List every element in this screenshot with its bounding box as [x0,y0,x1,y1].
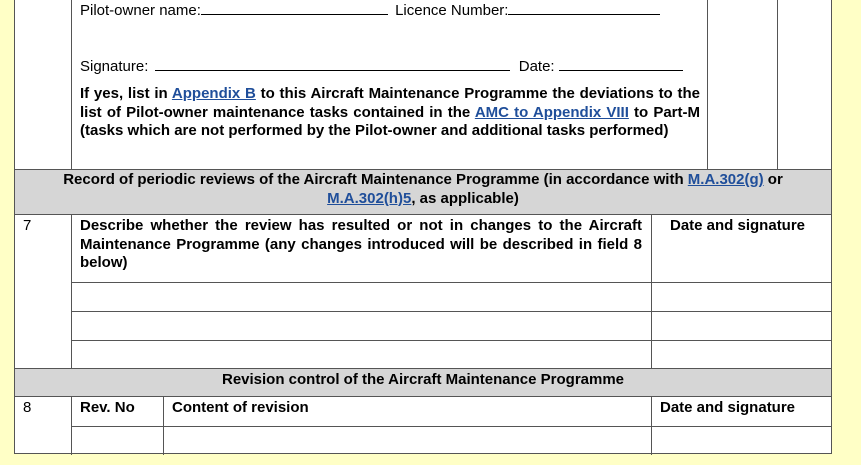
row-divider [15,368,831,369]
pilot-owner-name-field[interactable] [201,2,388,15]
ma302h5-link[interactable]: M.A.302(h)5 [327,189,412,207]
column-divider [707,0,708,169]
signature-row [80,58,683,75]
pilot-owner-label: Pilot-owner name: [80,2,201,19]
signature-label: Signature: [80,58,149,75]
date-label: Date: [518,58,555,75]
column-divider [777,0,778,169]
revision-control-header [15,368,831,396]
review-entry-row[interactable] [72,341,830,368]
pilot-owner-row [80,2,660,19]
header-text: Record of periodic reviews of the Aircraft Maintenance Programme (in accordance with [63,171,688,188]
periodic-review-header [15,169,831,214]
review-date-signature-header: Date and signature [670,217,806,234]
revision-date-signature-header: Date and signature [660,399,796,416]
header-text: or [763,171,783,188]
periodic-review-title [25,171,821,208]
review-description: Describe whether the review has resulted or not in changes to the Aircraft Maintenance Programme (any changes introduced will be described in field 8 below) [80,217,642,271]
date-field[interactable] [559,58,683,71]
content-of-revision-header: Content of revision [172,399,309,416]
form-sheet [14,0,832,454]
deviations-paragraph [80,85,700,141]
appendix-b-link[interactable]: Appendix B [171,85,256,102]
licence-number-field[interactable] [508,2,660,15]
revision-entry-row[interactable] [72,427,830,453]
column-divider [71,0,72,169]
row-divider [15,169,831,170]
licence-number-label: Licence Number: [395,2,509,19]
row-divider [15,396,831,397]
deviations-text: to Part-M (tasks which are not performed by the Pilot-owner and additional tasks performed) [80,103,701,139]
amc-appendix-viii-link[interactable]: AMC to Appendix VIII [474,103,629,121]
ma302g-link[interactable]: M.A.302(g) [687,171,764,188]
row-number-8: 8 [23,399,32,416]
header-text: , as applicable) [411,189,519,207]
row-divider [15,214,831,215]
review-entry-row[interactable] [72,312,830,340]
review-entry-row[interactable] [72,283,830,311]
row-number-7: 7 [23,217,32,234]
signature-field[interactable] [155,58,510,71]
deviations-text: to this Aircraft Maintenance Programme the deviations to the list of Pilot-owner maintenance tasks contained in the [80,85,700,121]
deviations-text: If yes, list in [80,85,172,102]
revision-control-title: Revision control of the Aircraft Maintenance Programme [221,371,625,388]
rev-no-header: Rev. No [80,399,135,416]
